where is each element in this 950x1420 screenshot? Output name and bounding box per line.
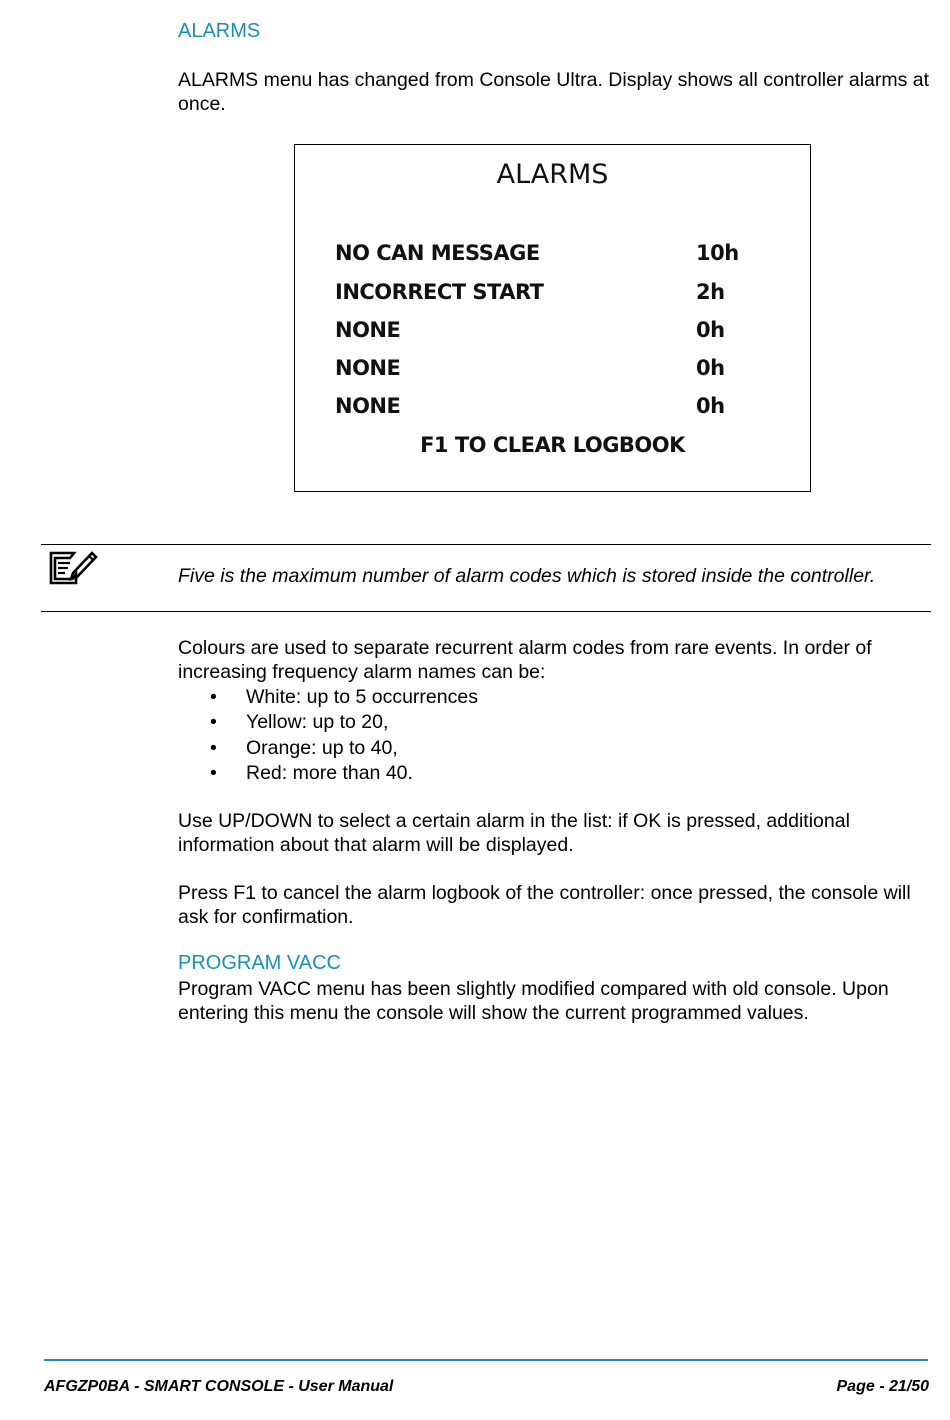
colour-frequency-list — [210, 685, 478, 786]
alarm-row — [335, 318, 775, 348]
list-item — [210, 710, 478, 735]
alarm-name: NONE — [335, 318, 401, 342]
program-vacc-text: Program VACC menu has been slightly modified compared with old console. Upon entering this menu the console will show the current programmed values. — [178, 978, 889, 1024]
footer-divider — [44, 1359, 928, 1361]
footer-page-number: Page - 21/50 — [836, 1378, 929, 1395]
bullet: • — [210, 761, 217, 784]
program-vacc-heading: PROGRAM VACC — [178, 952, 341, 974]
alarm-count: 0h — [696, 318, 725, 342]
alarm-name: NONE — [335, 356, 401, 380]
alarms-display-screen — [294, 144, 811, 492]
alarm-name: NONE — [335, 394, 401, 418]
list-item-text: Red: more than 40. — [246, 761, 413, 784]
alarm-row — [335, 280, 775, 310]
bullet: • — [210, 686, 217, 708]
list-item — [210, 685, 478, 710]
note-text: Five is the maximum number of alarm codes which is stored inside the controller. — [178, 565, 876, 587]
display-title: ALARMS — [496, 159, 609, 190]
alarm-count: 10h — [696, 241, 739, 265]
alarm-count: 2h — [696, 280, 725, 304]
list-item-text: Yellow: up to 20, — [246, 711, 389, 734]
updown-instructions: Use UP/DOWN to select a certain alarm in the list: if OK is pressed, additional information about that alarm will be displayed. — [178, 810, 850, 856]
list-item-text: White: up to 5 occurrences — [246, 686, 478, 708]
list-item-text: Orange: up to 40, — [246, 736, 398, 759]
bullet: • — [210, 736, 217, 759]
footer-document-title: AFGZP0BA - SMART CONSOLE - User Manual — [44, 1378, 394, 1395]
alarm-row — [335, 241, 775, 271]
alarm-row — [335, 394, 775, 424]
alarm-name: INCORRECT START — [335, 280, 544, 304]
note-divider-top — [41, 544, 931, 545]
alarm-count: 0h — [696, 394, 725, 418]
note-pencil-icon — [48, 550, 98, 586]
display-footer-hint: F1 TO CLEAR LOGBOOK — [420, 433, 685, 457]
f1-instructions: Press F1 to cancel the alarm logbook of the controller: once pressed, the console will ask for confirmation. — [178, 882, 911, 928]
alarm-count: 0h — [696, 356, 725, 380]
alarms-intro-text: ALARMS menu has changed from Console Ultra. Display shows all controller alarms at once. — [178, 69, 930, 115]
colours-intro-text: Colours are used to separate recurrent alarm codes from rare events. In order of increasing frequency alarm names can be: — [178, 637, 872, 683]
alarms-heading: ALARMS — [178, 20, 261, 42]
alarm-name: NO CAN MESSAGE — [335, 241, 540, 265]
note-divider-bottom — [41, 611, 931, 612]
list-item — [210, 736, 478, 761]
list-item — [210, 761, 478, 786]
bullet: • — [210, 711, 217, 734]
alarm-row — [335, 356, 775, 386]
